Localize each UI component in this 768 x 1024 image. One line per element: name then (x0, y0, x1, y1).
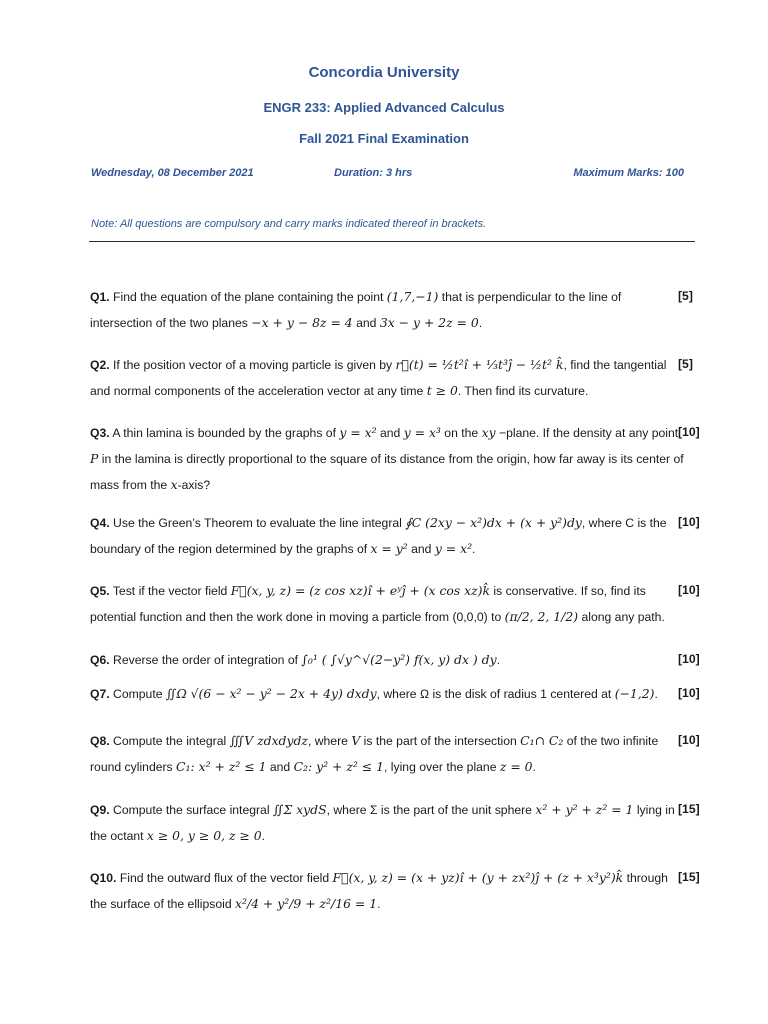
question-text: Compute (113, 687, 166, 701)
question-9 (90, 797, 684, 849)
question-marks: [10] (678, 733, 700, 747)
question-text: . (496, 653, 500, 667)
question-text: , where C is the boundary of the region determined by the graphs of (90, 516, 667, 556)
question-label: Q3. (90, 426, 110, 440)
math-expression: ∬Ω √(6 − x² − y² − 2x + 4y) dxdy (165, 686, 377, 701)
question-marks: [10] (678, 515, 700, 529)
question-text: is conservative. If so, find its potential function and then the work done in moving a particle from (0,0,0) to (90, 584, 646, 624)
question-text: Compute the surface integral (113, 803, 273, 817)
question-marks: [15] (678, 802, 700, 816)
question-text: along any path. (578, 610, 665, 624)
question-text: that is perpendicular to the line of intersection of the two planes (90, 290, 622, 330)
question-3 (90, 420, 684, 498)
question-text: , where Ω is the disk of radius 1 centered at (376, 687, 615, 701)
question-text: and (266, 760, 294, 774)
math-expression: x²/4 + y²/9 + z²/16 = 1 (234, 896, 378, 911)
math-expression: z = 0 (499, 759, 533, 774)
question-marks: [10] (678, 425, 700, 439)
question-6 (90, 647, 684, 673)
math-expression: (π/2, 2, 1/2) (504, 609, 579, 624)
question-marks: [10] (678, 686, 700, 700)
question-text: on the (440, 426, 482, 440)
question-text: Reverse the order of integration of (113, 653, 302, 667)
question-text: . (478, 316, 483, 330)
question-label: Q5. (90, 584, 110, 598)
question-1 (90, 284, 684, 336)
question-label: Q4. (90, 516, 110, 530)
exam-duration: Duration: 3 hrs (334, 167, 413, 179)
question-text: lying in the octant (90, 803, 675, 843)
math-expression: C₂: y² + z² ≤ 1 (293, 759, 385, 774)
exam-max-marks: Maximum Marks: 100 (573, 167, 684, 179)
question-text: and (376, 426, 404, 440)
question-text: and (352, 316, 380, 330)
math-expression: (−1,2) (614, 686, 655, 701)
question-text: . (654, 687, 658, 701)
question-text: . (377, 897, 381, 911)
question-text: -axis? (177, 478, 211, 492)
question-4 (90, 510, 684, 562)
math-expression: ∮C (2xy − x²)dx + (x + y²)dy (405, 515, 582, 530)
math-expression: −x + y − 8z = 4 (251, 315, 353, 330)
question-2 (90, 352, 684, 404)
question-text: is the part of the intersection (360, 734, 521, 748)
question-marks: [5] (678, 357, 693, 371)
question-7 (90, 681, 684, 707)
exam-title: Fall 2021 Final Examination (299, 131, 469, 146)
question-text: , find the tangential and normal components of the acceleration vector at any time (90, 358, 667, 398)
question-text: Find the equation of the plane containing the point (113, 290, 387, 304)
question-8 (90, 728, 684, 780)
question-text: through the surface of the ellipsoid (90, 871, 668, 911)
header-divider (89, 241, 695, 242)
math-expression: ∭V zdxdydz (229, 733, 308, 748)
math-expression: y = x³ (403, 425, 441, 440)
math-expression: ∫₀¹ ( ∫√y^√(2−y²) f(x, y) dx ) dy (301, 652, 497, 667)
math-expression: r⃗(t) = ½t²î + ⅓t³ĵ − ½t² k̂ (395, 357, 564, 372)
question-text: of the two infinite round cylinders (90, 734, 659, 774)
math-expression: x ≥ 0, y ≥ 0, z ≥ 0 (146, 828, 262, 843)
math-expression: xy (481, 425, 496, 440)
question-marks: [10] (678, 583, 700, 597)
question-label: Q9. (90, 803, 110, 817)
question-label: Q1. (90, 290, 110, 304)
math-expression: (1,7,−1) (386, 289, 439, 304)
math-expression: C₁: x² + z² ≤ 1 (176, 759, 267, 774)
question-text: If the position vector of a moving particle is given by (113, 358, 396, 372)
question-5 (90, 578, 684, 630)
question-text: Find the outward flux of the vector field (119, 871, 333, 885)
question-label: Q10. (90, 871, 117, 885)
question-text: Compute the integral (113, 734, 230, 748)
math-expression: x (170, 477, 178, 492)
question-text: and (407, 542, 435, 556)
math-expression: y = x² (339, 425, 377, 440)
question-10 (90, 865, 684, 917)
question-marks: [10] (678, 652, 700, 666)
question-marks: [5] (678, 289, 693, 303)
university-title: Concordia University (308, 64, 460, 81)
question-text: , lying over the plane (384, 760, 500, 774)
question-text: in the lamina is directly proportional to the square of its distance from the origin, how far away is its center of mass from the (90, 452, 684, 492)
instructions-note: Note: All questions are compulsory and carry marks indicated thereof in brackets. (91, 218, 487, 230)
exam-date: Wednesday, 08 December 2021 (91, 167, 254, 179)
math-expression: 3x − y + 2z = 0 (379, 315, 479, 330)
question-label: Q7. (90, 687, 110, 701)
question-text: . Then find its curvature. (457, 384, 589, 398)
math-expression: F⃗(x, y, z) = (z cos xz)î + eʸĵ + (x cos xz)k̂ (230, 583, 491, 598)
math-expression: t ≥ 0 (426, 383, 458, 398)
math-expression: V (351, 733, 361, 748)
math-expression: C₁∩ C₂ (520, 733, 564, 748)
question-text: −plane. If the density at any point (495, 426, 679, 440)
question-text: Use the Green’s Theorem to evaluate the line integral (113, 516, 406, 530)
math-expression: x² + y² + z² = 1 (535, 802, 634, 817)
question-text: . (261, 829, 266, 843)
question-label: Q2. (90, 358, 110, 372)
math-expression: F⃗(x, y, z) = (x + yz)î + (y + zx²)ĵ + (z + x³y²)k̂ (332, 870, 624, 885)
question-text: , where Σ is the part of the unit sphere (326, 803, 536, 817)
question-marks: [15] (678, 870, 700, 884)
question-label: Q8. (90, 734, 110, 748)
question-text: Test if the vector field (112, 584, 231, 598)
math-expression: P (90, 451, 99, 466)
question-label: Q6. (90, 653, 110, 667)
math-expression: x = y² (370, 541, 408, 556)
math-expression: y = x² (434, 541, 473, 556)
question-text: . (532, 760, 536, 774)
math-expression: ∬Σ xydS (272, 802, 327, 817)
question-text: , where (307, 734, 352, 748)
question-text: A thin lamina is bounded by the graphs of (112, 426, 340, 440)
course-title: ENGR 233: Applied Advanced Calculus (263, 100, 505, 115)
question-text: . (472, 542, 476, 556)
